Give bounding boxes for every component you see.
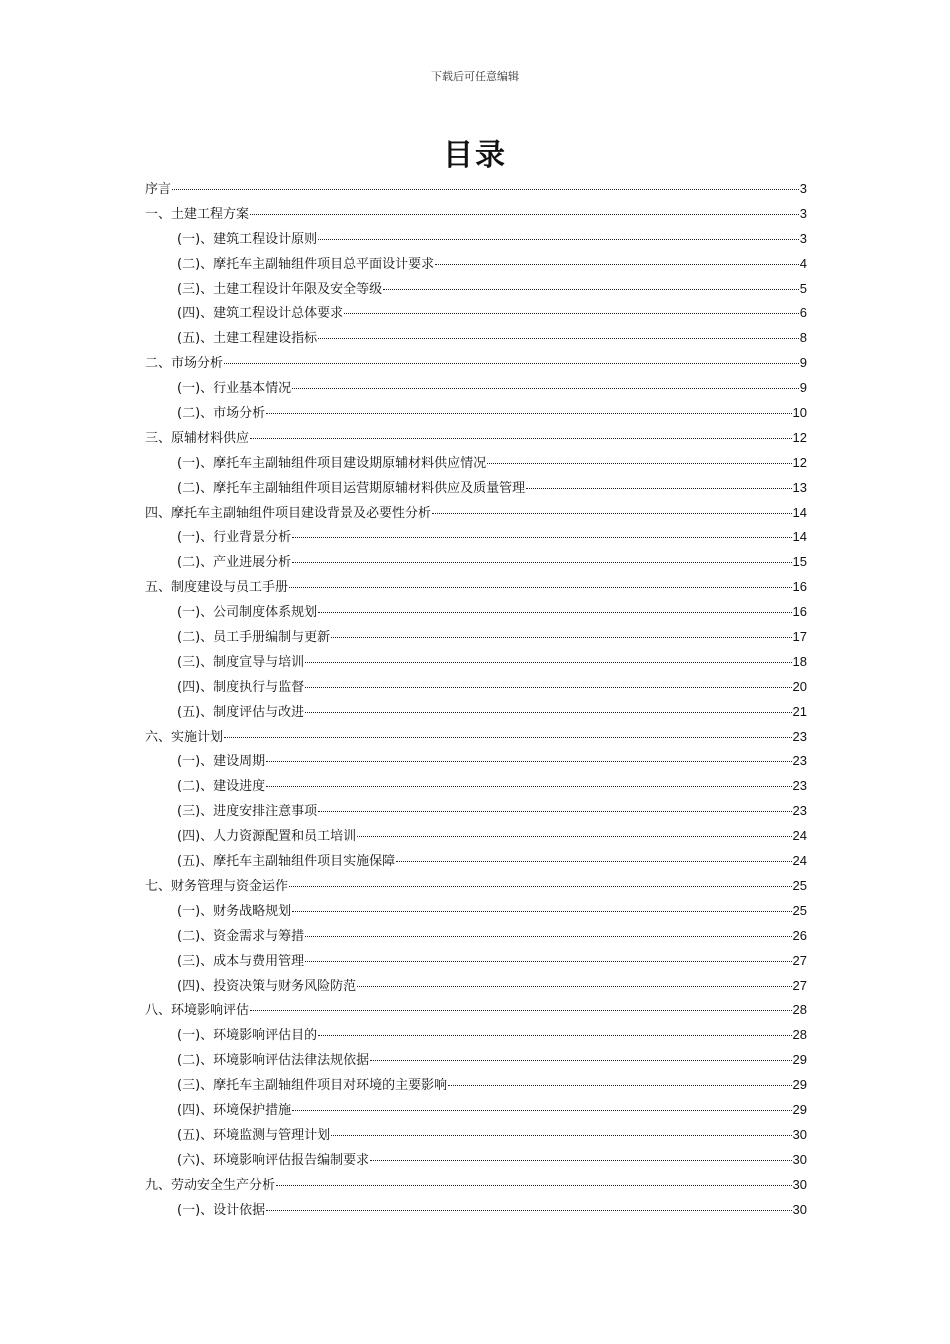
toc-entry-page-number: 29 — [792, 1101, 807, 1117]
toc-entry-page-number: 6 — [799, 305, 807, 321]
toc-dot-leader — [172, 188, 799, 190]
toc-entry-page-number: 23 — [792, 778, 807, 794]
toc-entry-label: (三)、土建工程设计年限及安全等级 — [177, 281, 383, 297]
toc-entry-label: (一)、财务战略规划 — [177, 903, 292, 919]
toc-entry[interactable] — [145, 725, 807, 750]
toc-entry-label: (二)、资金需求与筹措 — [177, 928, 305, 944]
toc-entry-page-number: 16 — [792, 579, 807, 595]
toc-entry[interactable] — [145, 426, 807, 451]
toc-entry[interactable] — [145, 252, 807, 277]
toc-entry[interactable] — [145, 700, 807, 725]
toc-dot-leader — [292, 910, 791, 912]
toc-entry-label: (三)、成本与费用管理 — [177, 953, 305, 969]
toc-entry-page-number: 27 — [792, 977, 807, 993]
toc-entry[interactable] — [145, 376, 807, 401]
toc-dot-leader — [289, 586, 792, 588]
toc-entry-label: (一)、摩托车主副轴组件项目建设期原辅材料供应情况 — [177, 455, 487, 471]
toc-dot-leader — [292, 536, 791, 538]
toc-dot-leader — [370, 1059, 791, 1061]
toc-entry-page-number: 18 — [792, 653, 807, 669]
toc-dot-leader — [396, 860, 791, 862]
toc-entry-label: (五)、环境监测与管理计划 — [177, 1127, 331, 1143]
toc-entry-label: (四)、环境保护措施 — [177, 1102, 292, 1118]
toc-entry-page-number: 25 — [792, 877, 807, 893]
toc-entry[interactable] — [145, 824, 807, 849]
toc-entry-label: (三)、进度安排注意事项 — [177, 804, 318, 820]
toc-entry[interactable] — [145, 550, 807, 575]
toc-entry[interactable] — [145, 1023, 807, 1048]
toc-entry-page-number: 12 — [792, 454, 807, 470]
toc-dot-leader — [250, 437, 792, 439]
toc-entry[interactable] — [145, 1073, 807, 1098]
toc-entry[interactable] — [145, 476, 807, 501]
toc-entry-label: (五)、摩托车主副轴组件项目实施保障 — [177, 854, 396, 870]
toc-dot-leader — [305, 686, 791, 688]
toc-dot-leader — [276, 1184, 792, 1186]
toc-entry-label: (四)、制度执行与监督 — [177, 679, 305, 695]
toc-entry-label: 八、环境影响评估 — [145, 1003, 250, 1019]
toc-entry[interactable] — [145, 1123, 807, 1148]
toc-entry-page-number: 16 — [792, 604, 807, 620]
toc-entry-label: (五)、土建工程建设指标 — [177, 331, 318, 347]
toc-dot-leader — [266, 1209, 791, 1211]
toc-entry-label: 二、市场分析 — [145, 356, 224, 372]
toc-entry[interactable] — [145, 451, 807, 476]
toc-dot-leader — [305, 935, 791, 937]
toc-entry-label: 四、摩托车主副轴组件项目建设背景及必要性分析 — [145, 505, 432, 521]
toc-dot-leader — [305, 661, 791, 663]
toc-entry[interactable] — [145, 849, 807, 874]
toc-entry-page-number: 28 — [792, 1027, 807, 1043]
toc-entry-label: (四)、人力资源配置和员工培训 — [177, 829, 357, 845]
toc-entry[interactable] — [145, 1098, 807, 1123]
toc-entry[interactable] — [145, 924, 807, 949]
toc-entry-page-number: 26 — [792, 927, 807, 943]
toc-entry[interactable] — [145, 650, 807, 675]
toc-dot-leader — [318, 1034, 791, 1036]
toc-dot-leader — [357, 985, 791, 987]
toc-entry[interactable] — [145, 974, 807, 999]
toc-entry-page-number: 25 — [792, 902, 807, 918]
toc-dot-leader — [383, 288, 799, 290]
toc-entry[interactable] — [145, 177, 807, 202]
toc-dot-leader — [526, 487, 791, 489]
toc-entry[interactable] — [145, 949, 807, 974]
toc-entry[interactable] — [145, 1048, 807, 1073]
toc-dot-leader — [250, 1009, 792, 1011]
toc-entry-label: (一)、环境影响评估目的 — [177, 1028, 318, 1044]
toc-entry-label: (五)、制度评估与改进 — [177, 704, 305, 720]
toc-entry[interactable] — [145, 1198, 807, 1223]
toc-entry[interactable] — [145, 774, 807, 799]
toc-entry-page-number: 24 — [792, 828, 807, 844]
toc-entry-page-number: 30 — [792, 1176, 807, 1192]
toc-entry-page-number: 29 — [792, 1077, 807, 1093]
toc-dot-leader — [435, 263, 799, 265]
toc-entry[interactable] — [145, 749, 807, 774]
toc-entry-page-number: 23 — [792, 753, 807, 769]
toc-entry[interactable] — [145, 326, 807, 351]
toc-entry-page-number: 30 — [792, 1151, 807, 1167]
toc-dot-leader — [318, 337, 799, 339]
toc-entry-label: (二)、环境影响评估法律法规依据 — [177, 1053, 370, 1069]
toc-entry-label: (四)、建筑工程设计总体要求 — [177, 306, 344, 322]
toc-entry-label: 五、制度建设与员工手册 — [145, 580, 289, 596]
toc-dot-leader — [289, 885, 792, 887]
toc-entry[interactable] — [145, 351, 807, 376]
toc-entry-page-number: 29 — [792, 1052, 807, 1068]
toc-dot-leader — [292, 561, 791, 563]
toc-entry-page-number: 8 — [799, 330, 807, 346]
toc-entry-page-number: 17 — [792, 629, 807, 645]
toc-entry-page-number: 10 — [792, 405, 807, 421]
toc-entry-page-number: 20 — [792, 678, 807, 694]
toc-entry-label: (二)、摩托车主副轴组件项目总平面设计要求 — [177, 256, 435, 272]
toc-entry-label: (二)、建设进度 — [177, 779, 266, 795]
toc-dot-leader — [224, 362, 799, 364]
toc-entry-page-number: 9 — [799, 355, 807, 371]
toc-dot-leader — [318, 810, 791, 812]
toc-entry[interactable] — [145, 625, 807, 650]
toc-entry-label: (一)、公司制度体系规划 — [177, 605, 318, 621]
toc-dot-leader — [318, 238, 799, 240]
toc-entry-page-number: 3 — [799, 205, 807, 221]
toc-entry-page-number: 3 — [799, 230, 807, 246]
toc-entry-label: 六、实施计划 — [145, 729, 224, 745]
toc-entry-label: (二)、员工手册编制与更新 — [177, 630, 331, 646]
toc-entry[interactable] — [145, 998, 807, 1023]
toc-dot-leader — [224, 736, 792, 738]
toc-dot-leader — [250, 213, 799, 215]
header-note: 下载后可任意编辑 — [431, 70, 519, 83]
toc-entry-page-number: 14 — [792, 529, 807, 545]
toc-dot-leader — [432, 512, 792, 514]
toc-entry[interactable] — [145, 301, 807, 326]
toc-entry-label: (一)、设计依据 — [177, 1202, 266, 1218]
toc-entry-label: (六)、环境影响评估报告编制要求 — [177, 1152, 370, 1168]
toc-entry[interactable] — [145, 675, 807, 700]
toc-entry-label: (三)、摩托车主副轴组件项目对环境的主要影响 — [177, 1078, 448, 1094]
toc-entry-label: (一)、行业背景分析 — [177, 530, 292, 546]
toc-entry[interactable] — [145, 899, 807, 924]
toc-entry-label: (二)、市场分析 — [177, 406, 266, 422]
toc-dot-leader — [357, 835, 791, 837]
toc-entry-page-number: 3 — [799, 181, 807, 196]
toc-entry-label: 三、原辅材料供应 — [145, 430, 250, 446]
toc-entry-page-number: 30 — [792, 1126, 807, 1142]
toc-entry-page-number: 9 — [799, 380, 807, 396]
toc-dot-leader — [292, 387, 799, 389]
toc-dot-leader — [448, 1084, 791, 1086]
toc-entry[interactable] — [145, 401, 807, 426]
toc-entry-label: (一)、建设周期 — [177, 754, 266, 770]
toc-entry[interactable] — [145, 227, 807, 252]
toc-entry-page-number: 13 — [792, 479, 807, 495]
table-of-contents — [145, 177, 807, 1222]
toc-entry-label: (二)、摩托车主副轴组件项目运营期原辅材料供应及质量管理 — [177, 480, 526, 496]
toc-entry[interactable] — [145, 874, 807, 899]
toc-entry[interactable] — [145, 1148, 807, 1173]
toc-entry-page-number: 24 — [792, 853, 807, 869]
toc-dot-leader — [370, 1159, 791, 1161]
toc-entry-label: 一、土建工程方案 — [145, 206, 250, 222]
toc-entry[interactable] — [145, 799, 807, 824]
toc-entry-label: (一)、建筑工程设计原则 — [177, 231, 318, 247]
toc-entry-label: 序言 — [145, 182, 172, 197]
toc-entry-page-number: 12 — [792, 429, 807, 445]
toc-dot-leader — [266, 412, 791, 414]
toc-entry[interactable] — [145, 277, 807, 302]
toc-entry-label: 九、劳动安全生产分析 — [145, 1177, 276, 1193]
toc-entry-page-number: 15 — [792, 554, 807, 570]
page-title: 目录 — [443, 138, 507, 173]
toc-entry-label: (一)、行业基本情况 — [177, 381, 292, 397]
toc-dot-leader — [266, 785, 791, 787]
toc-entry-page-number: 14 — [792, 504, 807, 520]
toc-entry-page-number: 23 — [792, 728, 807, 744]
toc-entry[interactable] — [145, 525, 807, 550]
toc-dot-leader — [305, 711, 791, 713]
toc-dot-leader — [331, 1134, 791, 1136]
toc-dot-leader — [344, 312, 799, 314]
toc-entry[interactable] — [145, 1173, 807, 1198]
toc-entry-page-number: 28 — [792, 1002, 807, 1018]
toc-entry-label: 七、财务管理与资金运作 — [145, 878, 289, 894]
toc-entry-label: (四)、投资决策与财务风险防范 — [177, 978, 357, 994]
toc-dot-leader — [318, 611, 791, 613]
toc-entry[interactable] — [145, 202, 807, 227]
toc-entry-label: (三)、制度宣导与培训 — [177, 654, 305, 670]
toc-entry-page-number: 4 — [799, 255, 807, 271]
toc-dot-leader — [292, 1109, 791, 1111]
toc-entry-label: (二)、产业进展分析 — [177, 555, 292, 571]
toc-entry-page-number: 23 — [792, 803, 807, 819]
toc-entry-page-number: 5 — [799, 280, 807, 296]
toc-dot-leader — [331, 636, 791, 638]
toc-entry-page-number: 30 — [792, 1201, 807, 1217]
toc-dot-leader — [305, 960, 791, 962]
toc-entry[interactable] — [145, 575, 807, 600]
toc-entry-page-number: 21 — [792, 703, 807, 719]
toc-entry[interactable] — [145, 600, 807, 625]
toc-dot-leader — [266, 760, 791, 762]
toc-entry-page-number: 27 — [792, 952, 807, 968]
toc-entry[interactable] — [145, 501, 807, 526]
toc-dot-leader — [487, 462, 791, 464]
